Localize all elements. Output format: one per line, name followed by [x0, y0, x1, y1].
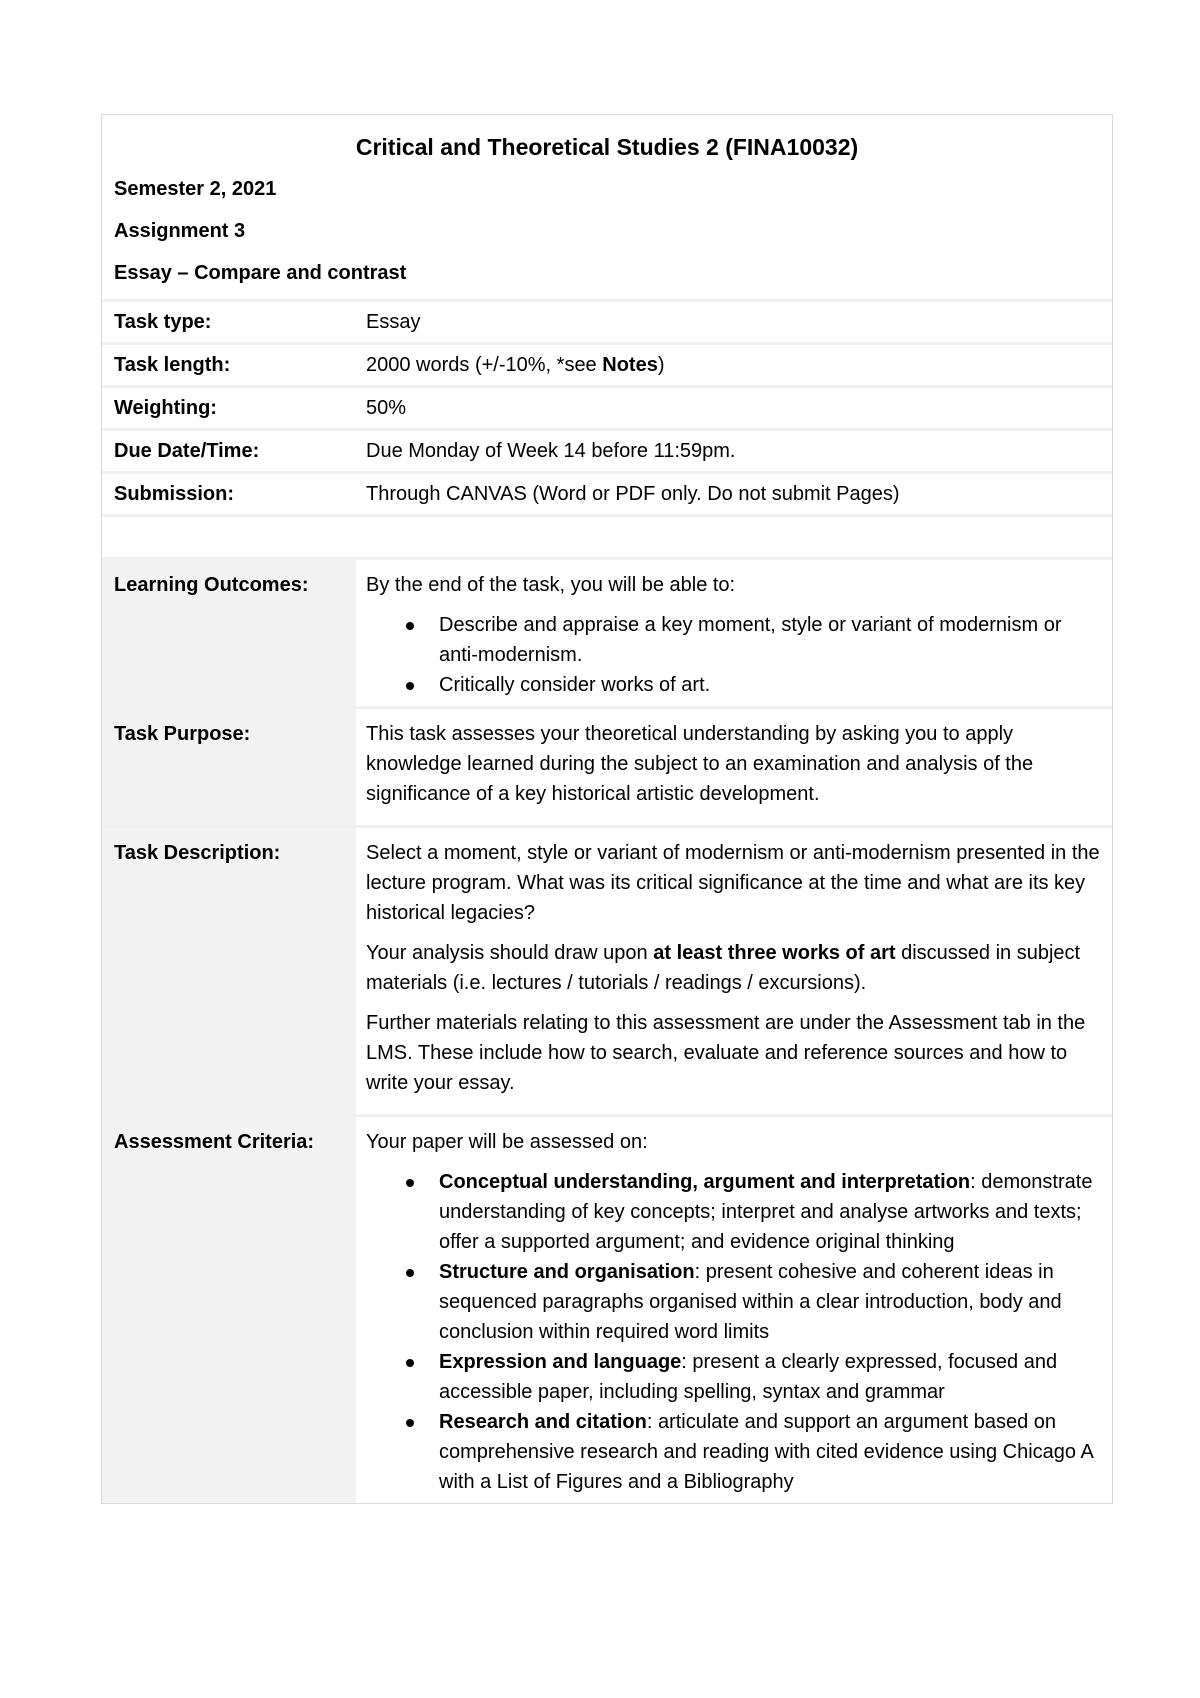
section-label: Assessment Criteria: — [102, 1117, 356, 1503]
section-paragraph: This task assesses your theoretical understanding by asking you to apply knowledge learned during the subject to an examination and analysis of the significance of a key historical artistic development. — [366, 723, 1034, 805]
detail-value-text: ) — [657, 354, 665, 376]
criteria-list — [366, 1167, 1100, 1497]
document-title: Critical and Theoretical Studies 2 (FINA10032) — [355, 134, 859, 160]
assignment-meta — [102, 173, 1112, 299]
criterion-text: : demonstrate understanding of key concepts; interpret and analyse artworks and texts; offer a supported argument; and evidence original thinking — [439, 1171, 1093, 1253]
section-content — [356, 828, 1112, 1114]
detail-row-weighting — [102, 385, 1112, 428]
list-item — [366, 1347, 1100, 1407]
detail-label: Weighting: — [114, 397, 217, 419]
detail-row-task-length — [102, 342, 1112, 385]
assignment-number: Assignment 3 — [114, 220, 246, 242]
section-intro: By the end of the task, you will be able to: — [366, 574, 736, 596]
detail-row-submission — [102, 471, 1112, 514]
detail-label: Task length: — [114, 354, 231, 376]
paragraph-text: Your analysis should draw upon — [366, 942, 654, 964]
assignment-sheet — [101, 114, 1113, 1504]
section-paragraph: Select a moment, style or variant of modernism or anti-modernism presented in the lecture program. What was its critical significance at the time and what are its key historical legacies? — [366, 842, 1100, 924]
detail-value: Due Monday of Week 14 before 11:59pm. — [366, 440, 736, 462]
section-content — [356, 709, 1112, 825]
semester-label: Semester 2, 2021 — [114, 178, 277, 200]
criterion-title: Conceptual understanding, argument and interpretation — [439, 1171, 971, 1193]
section-label: Task Description: — [102, 828, 356, 1114]
detail-row-due-date — [102, 428, 1112, 471]
emphasis-text: at least three works of art — [653, 942, 896, 964]
task-purpose-row — [102, 706, 1112, 825]
task-description-row — [102, 825, 1112, 1114]
section-label: Learning Outcomes: — [102, 560, 356, 706]
criterion-text: : present cohesive and coherent ideas in sequenced paragraphs organised within a clear introduction, body and conclusion within required word limits — [439, 1261, 1062, 1343]
list-item — [366, 1407, 1100, 1497]
detail-label: Submission: — [114, 483, 235, 505]
detail-value-text: 2000 words (+/-10%, *see — [366, 354, 603, 376]
detail-row-task-type — [102, 299, 1112, 342]
detail-value: 50% — [366, 397, 407, 419]
criterion-title: Expression and language — [439, 1351, 682, 1373]
section-content — [356, 560, 1112, 706]
section-paragraph: Further materials relating to this assessment are under the Assessment tab in the LMS. These include how to search, evaluate and reference sources and how to write your essay. — [366, 1012, 1086, 1094]
list-item: Critically consider works of art. — [366, 670, 1100, 700]
assessment-criteria-row — [102, 1114, 1112, 1503]
criterion-title: Structure and organisation — [439, 1261, 695, 1283]
section-paragraph — [366, 938, 1100, 998]
section-intro: Your paper will be assessed on: — [366, 1131, 648, 1153]
detail-value: Essay — [366, 311, 421, 333]
list-item — [366, 1257, 1100, 1347]
paragraph-text: discussed in subject materials (i.e. lectures / tutorials / readings / excursions). — [366, 942, 1081, 994]
detail-label: Task type: — [114, 311, 212, 333]
detail-value: Through CANVAS (Word or PDF only. Do not submit Pages) — [366, 483, 900, 505]
notes-reference: Notes — [602, 354, 658, 376]
learning-outcomes-row — [102, 557, 1112, 706]
list-item — [366, 1167, 1100, 1257]
detail-value — [356, 345, 1112, 385]
criterion-text: : articulate and support an argument based on comprehensive research and reading with cited evidence using Chicago A with a List of Figures and a Bibliography — [439, 1411, 1093, 1493]
section-label: Task Purpose: — [102, 709, 356, 825]
criterion-text: : present a clearly expressed, focused and accessible paper, including spelling, syntax and grammar — [439, 1351, 1058, 1403]
detail-label: Due Date/Time: — [114, 440, 260, 462]
criterion-title: Research and citation — [439, 1411, 647, 1433]
essay-type: Essay – Compare and contrast — [114, 262, 407, 284]
outcomes-list — [366, 610, 1100, 700]
section-content — [356, 1117, 1112, 1503]
list-item: Describe and appraise a key moment, style or variant of modernism or anti-modernism. — [366, 610, 1100, 670]
table-spacer — [102, 514, 1112, 557]
